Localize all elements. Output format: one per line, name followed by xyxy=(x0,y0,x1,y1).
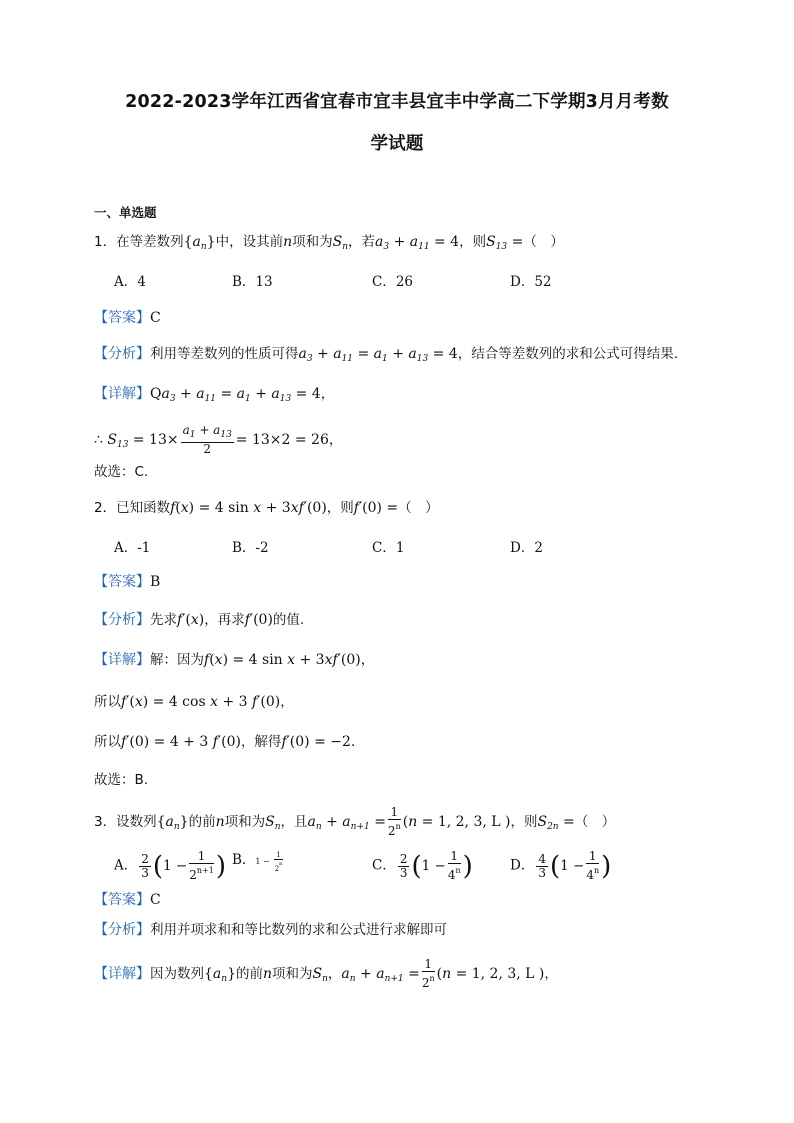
q1-detail-sum: ∴ $S_{13} = 13\times$ $\frac{a_1 + a_{13}}{2}$ = 13×2 = 26， xyxy=(94,423,343,456)
q1-analysis: 【分析】利用等差数列的性质可得$a_3 + a_{11} = a_1 + a_{13} = 4$，结合等差数列的求和公式可得结果. xyxy=(94,346,679,364)
q3-detail: 【详解】因为数列$\{a_n\}$的前n项和为$S_n$，$a_n + a_{n+1}$ = $\frac{1}{2^n}$ (n = 1, 2, 3, L )， xyxy=(94,957,558,990)
q1-condition-math: $a_3 + a_{11} = 4$ xyxy=(375,234,460,252)
q3-analysis: 【分析】利用并项求和和等比数列的求和公式进行求解即可 xyxy=(94,922,447,938)
q1-option-a: A．4 xyxy=(114,274,146,290)
section-heading: 一、单选题 xyxy=(94,205,157,220)
q2-option-a: A．-1 xyxy=(114,540,151,556)
q3-option-d: D． $\frac{4}{3}$ (1 − $\frac{1}{4^n}$ ) xyxy=(510,849,612,882)
q2-option-c: C．1 xyxy=(372,540,405,556)
q2-option-d: D．2 xyxy=(510,540,543,556)
q2-detail-solve: 所以f′(0) = 4 + 3 f′(0)，解得f′(0) = −2. xyxy=(94,734,356,750)
q1-detail: 【详解】$Qa_3 + a_{11} = a_1 + a_{13} = 4$， xyxy=(94,386,335,404)
q1-stem: 1．在等差数列$\{a_n\}$中，设其前n项和为$S_n$，若$a_3 + a_{11} = 4$，则$S_{13}$ =（ ） xyxy=(94,234,564,252)
document-title-line-1: 2022-2023学年江西省宜春市宜丰县宜丰中学高二下学期3月月考数 xyxy=(125,92,669,112)
q3-answer: 【答案】C xyxy=(94,892,161,908)
q2-detail: 【详解】解：因为f(x) = 4 sin x + 3xf′(0)， xyxy=(94,652,375,668)
q2-detail-derivative: 所以f′(x) = 4 cos x + 3 f′(0)， xyxy=(94,694,294,710)
q3-option-c: C． $\frac{2}{3}$ (1 − $\frac{1}{4^n}$ ) xyxy=(372,849,473,882)
q1-option-c: C．26 xyxy=(372,274,414,290)
q2-conclusion: 故选：B. xyxy=(94,772,149,788)
q1-option-b: B．13 xyxy=(232,274,273,290)
q1-seq-math: $\{a_n\}$ xyxy=(183,234,216,252)
q2-answer: 【答案】B xyxy=(94,574,161,590)
q3-stem: 3．设数列$\{a_n\}$的前n项和为$S_n$，且$a_n + a_{n+1}$ = $\frac{1}{2^n}$ (n = 1, 2, 3, L )，则$S_{2n}$ =（ ） xyxy=(94,805,616,838)
q2-stem: 2．已知函数f(x) = 4 sin x + 3xf′(0)，则f′(0) =（ ） xyxy=(94,500,439,516)
q1-option-d: D．52 xyxy=(510,274,552,290)
q3-option-b: B．1 − $\frac{1}{2^n}$ xyxy=(232,851,283,873)
q1-conclusion: 故选：C. xyxy=(94,464,149,480)
q2-option-b: B．-2 xyxy=(232,540,269,556)
document-title-line-2: 学试题 xyxy=(370,134,424,154)
q2-analysis: 【分析】先求f′(x)，再求f′(0)的值. xyxy=(94,612,305,628)
q3-option-a: A． $\frac{2}{3}$ (1 − $\frac{1}{2^{n+1}}$ ) xyxy=(114,849,226,882)
q1-answer: 【答案】C xyxy=(94,310,161,326)
